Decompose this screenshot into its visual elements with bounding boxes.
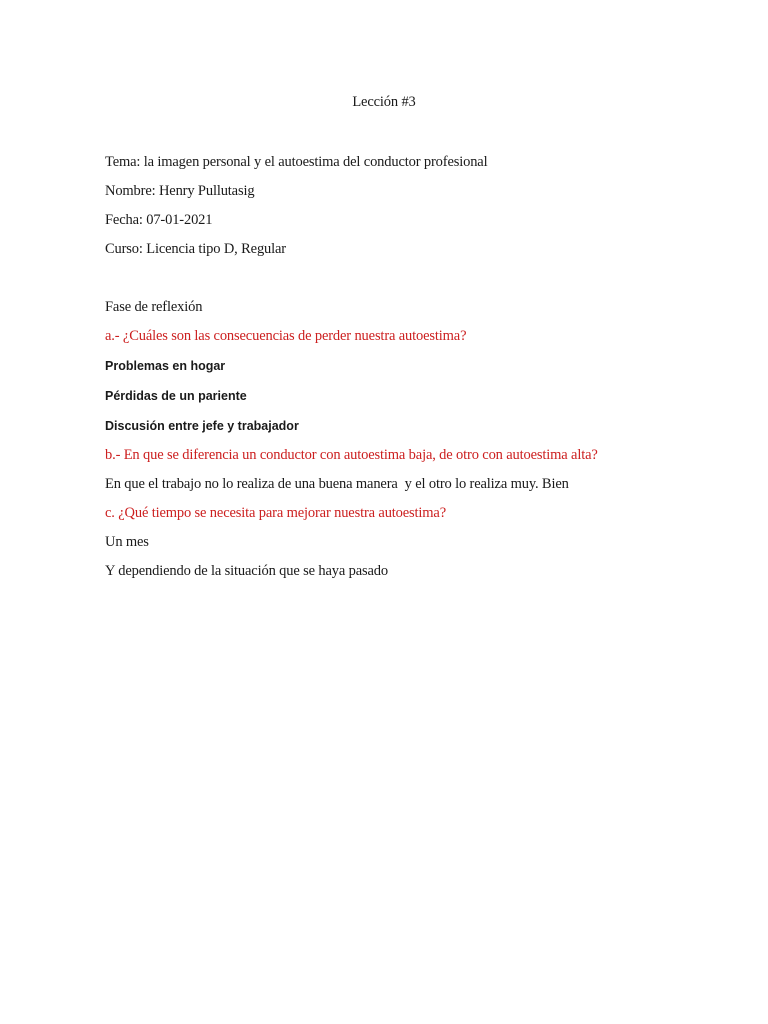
answer-a-item: Pérdidas de un pariente — [105, 389, 247, 403]
answer-c-item: Un mes — [105, 534, 149, 550]
curso-line: Curso: Licencia tipo D, Regular — [105, 241, 286, 257]
fecha-line: Fecha: 07-01-2021 — [105, 212, 213, 228]
question-c: c. ¿Qué tiempo se necesita para mejorar nuestra autoestima? — [105, 505, 447, 521]
tema-line: Tema: la imagen personal y el autoestima del conductor profesional — [105, 154, 488, 170]
section-heading: Fase de reflexión — [105, 299, 203, 315]
answer-a-item: Discusión entre jefe y trabajador — [105, 419, 299, 433]
answer-b: En que el trabajo no lo realiza de una buena manera y el otro lo realiza muy. Bien — [105, 476, 569, 492]
answer-c-item: Y dependiendo de la situación que se haya pasado — [105, 563, 388, 579]
page-title: Lección #3 — [352, 94, 416, 110]
nombre-line: Nombre: Henry Pullutasig — [105, 183, 255, 199]
answer-a-item: Problemas en hogar — [105, 359, 226, 373]
question-b: b.- En que se diferencia un conductor con autoestima baja, de otro con autoestima alta? — [105, 447, 598, 463]
question-a: a.- ¿Cuáles son las consecuencias de perder nuestra autoestima? — [105, 328, 467, 344]
